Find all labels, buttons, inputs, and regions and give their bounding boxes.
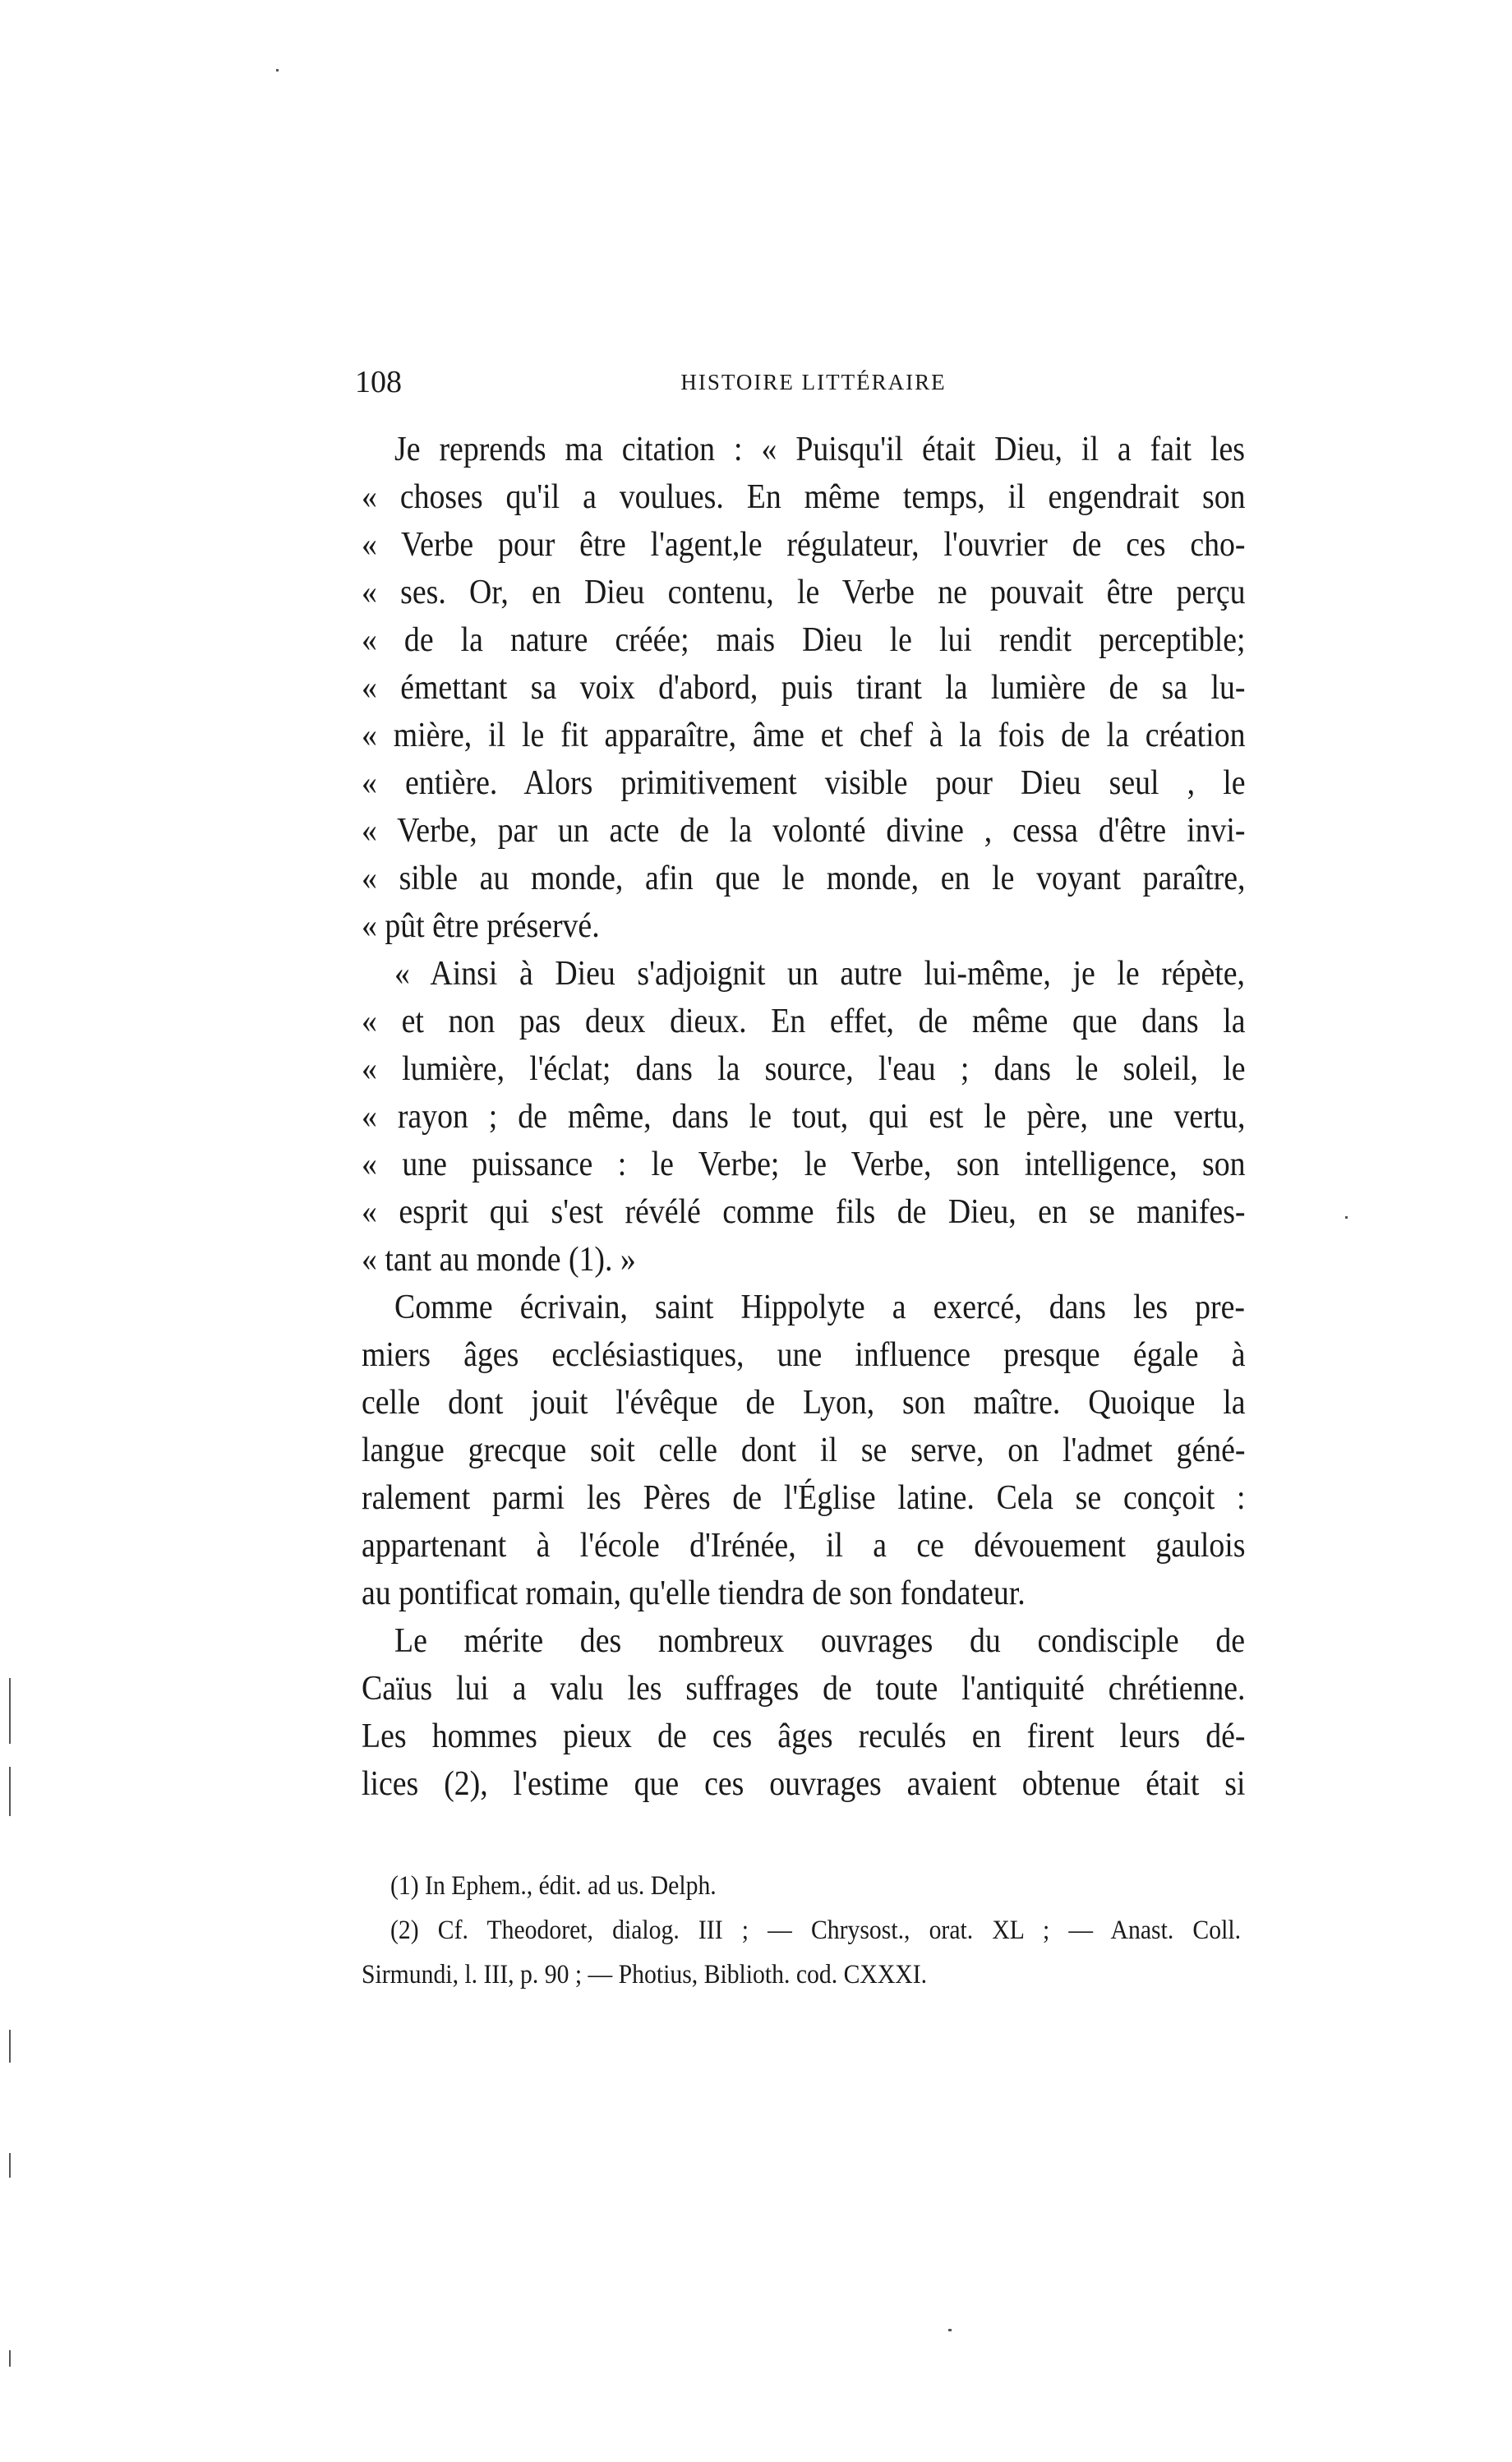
text-line: Caïus lui a valu les suffrages de toute l'antiquité chrétienne.	[362, 1670, 1246, 1708]
text-line: Je reprends ma citation : « Puisqu'il était Dieu, il a fait les	[394, 431, 1245, 468]
text-line: « esprit qui s'est révélé comme fils de Dieu, en se manifes-	[362, 1193, 1246, 1231]
text-line: miers âges ecclésiastiques, une influence presque égale à	[362, 1336, 1246, 1374]
text-line: « une puissance : le Verbe; le Verbe, son intelligence, son	[362, 1146, 1246, 1183]
text-line: « rayon ; de même, dans le tout, qui est le père, une vertu,	[362, 1098, 1246, 1136]
text-line: « mière, il le fit apparaître, âme et chef à la fois de la création	[362, 717, 1246, 754]
text-line: « sible au monde, afin que le monde, en le voyant paraître,	[362, 860, 1246, 897]
text-line: « choses qu'il a voulues. En même temps, il engendrait son	[362, 478, 1246, 516]
text-line: celle dont jouit l'évêque de Lyon, son maître. Quoique la	[362, 1384, 1246, 1422]
text-line: « ses. Or, en Dieu contenu, le Verbe ne pouvait être perçu	[362, 574, 1246, 611]
text-line: « entière. Alors primitivement visible pour Dieu seul , le	[362, 764, 1246, 802]
text-line: « et non pas deux dieux. En effet, de même que dans la	[362, 1003, 1246, 1040]
text-line: « tant au monde (1). »	[362, 1241, 636, 1279]
paper-speck	[9, 1767, 11, 1816]
text-line: Les hommes pieux de ces âges reculés en firent leurs dé-	[362, 1717, 1246, 1755]
footnote-line: Sirmundi, l. III, p. 90 ; — Photius, Biblioth. cod. CXXXI.	[362, 1960, 928, 1989]
text-line: appartenant à l'école d'Irénée, il a ce dévouement gaulois	[362, 1527, 1246, 1565]
text-line: « de la nature créée; mais Dieu le lui rendit perceptible;	[362, 621, 1246, 659]
text-line: « Verbe, par un acte de la volonté divine , cessa d'être invi-	[362, 812, 1246, 850]
text-line: lices (2), l'estime que ces ouvrages avaient obtenue était si	[362, 1765, 1246, 1803]
paper-speck	[9, 1678, 11, 1744]
footnote-line: (2) Cf. Theodoret, dialog. III ; — Chrysost., orat. XL ; — Anast. Coll.	[390, 1916, 1241, 1945]
text-line: « Verbe pour être l'agent,le régulateur, l'ouvrier de ces cho-	[362, 526, 1246, 564]
paper-speck	[9, 2030, 11, 2063]
text-line: « lumière, l'éclat; dans la source, l'eau ; dans le soleil, le	[362, 1050, 1246, 1088]
footnote-line: (1) In Ephem., édit. ad us. Delph.	[390, 1871, 717, 1901]
running-head: HISTOIRE LITTÉRAIRE	[680, 370, 947, 394]
paper-speck	[9, 2350, 11, 2367]
text-line: « émettant sa voix d'abord, puis tirant la lumière de sa lu-	[362, 669, 1246, 707]
text-line: « Ainsi à Dieu s'adjoignit un autre lui-même, je le répète,	[394, 955, 1245, 993]
paper-speck	[948, 2329, 952, 2331]
page-number: 108	[355, 365, 402, 399]
paper-speck	[9, 2153, 11, 2178]
page-header	[355, 362, 1239, 403]
text-line: langue grecque soit celle dont il se serve, on l'admet géné-	[362, 1432, 1246, 1469]
text-line: « pût être préservé.	[362, 907, 600, 945]
text-line: Le mérite des nombreux ouvrages du condisciple de	[394, 1622, 1245, 1660]
paper-speck	[276, 69, 279, 71]
text-line: au pontificat romain, qu'elle tiendra de son fondateur.	[362, 1574, 1026, 1612]
paper-speck	[1345, 1216, 1348, 1219]
text-line: ralement parmi les Pères de l'Église latine. Cela se conçoit :	[362, 1479, 1246, 1517]
text-line: Comme écrivain, saint Hippolyte a exercé, dans les pre-	[394, 1289, 1245, 1326]
